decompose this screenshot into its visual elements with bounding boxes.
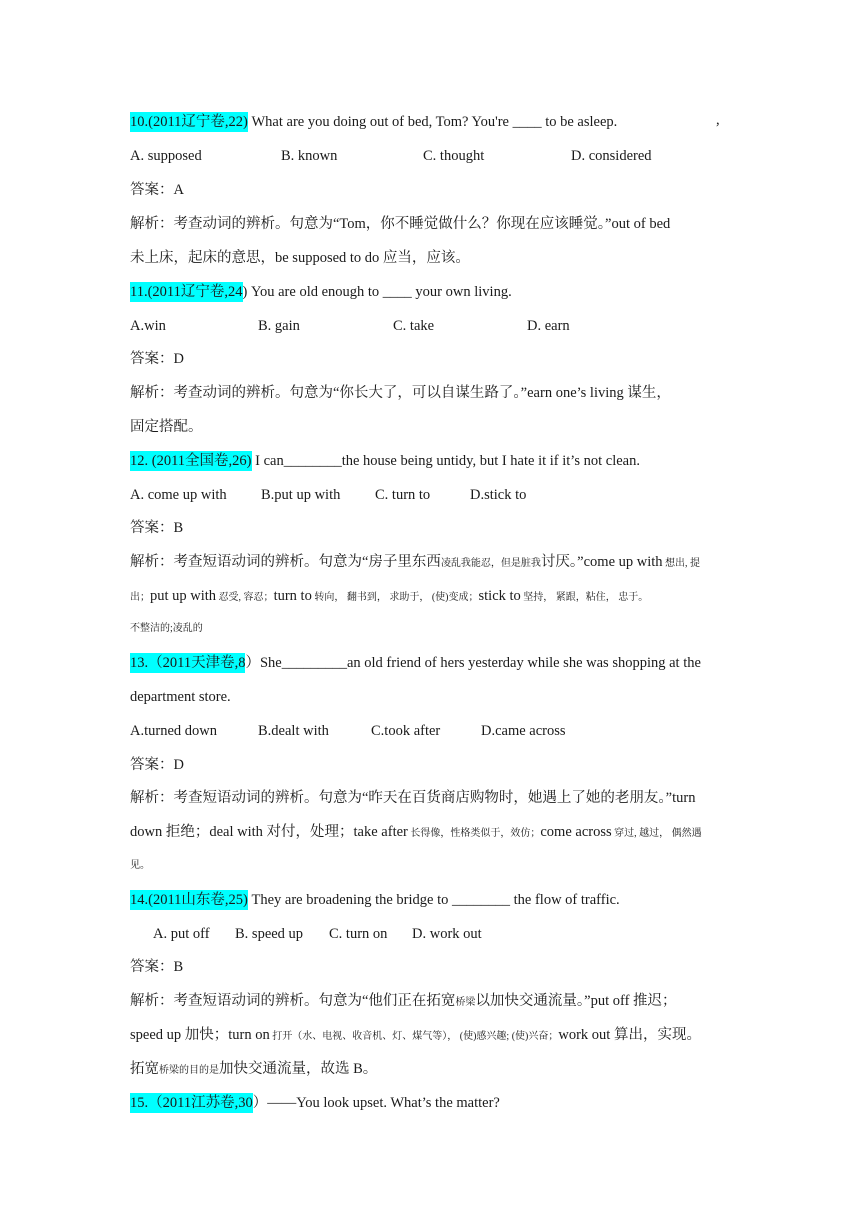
q12-explanation-line2 — [130, 579, 740, 613]
q14-option-b: B. speed up — [235, 926, 304, 942]
q12-text: I can________the house being untidy, but I hate it if it’s not clean. — [251, 453, 640, 469]
q12-exp-part2: 凌乱我能忍，但是脏我 — [440, 558, 541, 569]
q13-options — [130, 714, 740, 748]
q14-exp-part2: 桥梁 — [455, 997, 476, 1008]
q11-options — [130, 309, 740, 343]
q14-explanation-line1 — [130, 984, 740, 1018]
q12-exp-part4: 想出, 提 — [662, 558, 701, 569]
q12-exp2-part5: 转向， 翻书到， 求助于， (使)变成； — [311, 592, 479, 603]
q10-explanation-line1: 解析：考查动词的辨析。句意为“Tom，你不睡觉做什么？你现在应该睡觉。”out of bed — [130, 216, 671, 232]
q12-exp2-part6: stick to — [478, 588, 521, 604]
q11-explanation-line2: 固定搭配。 — [130, 419, 203, 435]
q10-text: What are you doing out of bed, Tom? You're ____ to be asleep. — [247, 114, 618, 130]
q12-note: 不整洁的;凌乱的 — [130, 623, 203, 634]
q13-text: ）She_________an old friend of hers yesterday while she was shopping at the — [245, 655, 701, 671]
q13-stem — [130, 646, 740, 680]
q13-option-d: D.came across — [481, 723, 566, 739]
q13-exp2-part4: 穿过, 越过， 偶然遇 — [611, 828, 702, 839]
q14-exp3-part1: 拓宽 — [130, 1061, 159, 1077]
q15-source-tag: 15.（2011江苏卷,30 — [130, 1095, 253, 1111]
q11-option-a: A.win — [130, 318, 166, 334]
q13-explanation-line2 — [130, 815, 740, 849]
q13-option-a: A.turned down — [130, 723, 217, 739]
q12-exp2-part7: 坚持， 紧跟，粘住， 忠于。 — [520, 592, 649, 603]
q14-option-a: A. put off — [153, 926, 210, 942]
q15-stem — [130, 1086, 740, 1120]
q11-option-d: D. earn — [527, 318, 570, 334]
q11-option-b: B. gain — [258, 318, 300, 334]
q14-explanation-line3 — [130, 1052, 740, 1086]
q14-stem — [130, 883, 740, 917]
q13-source-tag: 13.（2011天津卷,8 — [130, 655, 246, 671]
q10-option-c: C. thought — [423, 148, 485, 164]
q12-exp2-part3: 忍受, 容忍； — [216, 592, 274, 603]
q13-explanation-line1: 解析：考查短语动词的辨析。句意为“昨天在百货商店购物时，她遇上了她的老朋友。”turn — [130, 790, 696, 806]
q12-stem — [130, 444, 740, 478]
q14-options — [153, 917, 763, 951]
q12-options — [130, 478, 740, 512]
q12-option-b: B.put up with — [261, 487, 341, 503]
q10-option-d: D. considered — [571, 148, 652, 164]
q14-exp2-part2: 打开（水、电视、收音机、灯、煤气等）， (使)感兴趣; (使)兴奋； — [269, 1031, 559, 1042]
q12-explanation-line1 — [130, 545, 740, 579]
q12-exp2-part4: turn to — [273, 588, 312, 604]
q11-source-tag: 11.(2011辽宁卷,24 — [130, 284, 243, 300]
q13-option-c: C.took after — [371, 723, 441, 739]
q12-source-tag: 12. (2011全国卷,26) — [130, 453, 252, 469]
q14-exp2-part1: speed up 加快；turn on — [130, 1027, 270, 1043]
q14-explanation-line2 — [130, 1018, 740, 1052]
q10-explanation-line2: 未上床，起床的意思，be supposed to do 应当，应该。 — [130, 250, 470, 266]
q12-exp2-part1: 出； — [130, 592, 150, 603]
q13-option-b: B.dealt with — [258, 723, 329, 739]
q13-stem-line2: department store. — [130, 689, 231, 705]
q13-explanation-line3: 见。 — [130, 860, 150, 871]
q14-text: They are broadening the bridge to ________ the flow of traffic. — [247, 892, 620, 908]
q12-exp-part3: 讨厌。”come up with — [540, 554, 663, 570]
q13-exp2-part1: down 拒绝；deal with 对付，处理；take after — [130, 824, 408, 840]
q14-exp-part3: 以加快交通流量。”put off 推迟； — [475, 993, 677, 1009]
q12-option-a: A. come up with — [130, 487, 227, 503]
q14-exp2-part3: work out 算出，实现。 — [558, 1027, 701, 1043]
q14-source-tag: 14.(2011山东卷,25) — [130, 892, 248, 908]
q11-answer: 答案：D — [130, 351, 184, 367]
q14-option-c: C. turn on — [329, 926, 388, 942]
q14-answer: 答案：B — [130, 959, 184, 975]
q14-exp-part1: 解析：考查短语动词的辨析。句意为“他们正在拓宽 — [130, 993, 456, 1009]
q11-explanation-line1: 解析：考查动词的辨析。句意为“你长大了，可以自谋生路了。”earn one’s living 谋生， — [130, 385, 671, 401]
q14-exp3-part3: 加快交通流量，故选 B。 — [219, 1061, 378, 1077]
q13-answer: 答案：D — [130, 757, 184, 773]
q12-exp-part1: 解析：考查短语动词的辨析。句意为“房子里东西 — [130, 554, 441, 570]
q10-stem — [130, 105, 740, 139]
q13-exp2-part3: come across — [540, 824, 612, 840]
q12-option-d: D.stick to — [470, 487, 527, 503]
q10-options — [130, 139, 740, 173]
q12-exp2-part2: put up with — [150, 588, 217, 604]
q11-option-c: C. take — [393, 318, 435, 334]
q12-answer: 答案：B — [130, 520, 184, 536]
q11-text: ) You are old enough to ____ your own living. — [242, 284, 512, 300]
q12-option-c: C. turn to — [375, 487, 431, 503]
q13-exp2-part2: 长得像，性格类似于，效仿； — [407, 828, 541, 839]
q14-exp3-part2: 桥梁的目的是 — [159, 1065, 219, 1076]
q10-answer: 答案：A — [130, 182, 184, 198]
q14-option-d: D. work out — [412, 926, 482, 942]
stray-comma: , — [716, 112, 720, 128]
q10-option-a: A. supposed — [130, 148, 202, 164]
q10-option-b: B. known — [281, 148, 338, 164]
q10-source-tag: 10.(2011辽宁卷,22) — [130, 114, 248, 130]
q11-stem — [130, 275, 740, 309]
q15-text: ）——You look upset. What’s the matter? — [252, 1095, 500, 1111]
